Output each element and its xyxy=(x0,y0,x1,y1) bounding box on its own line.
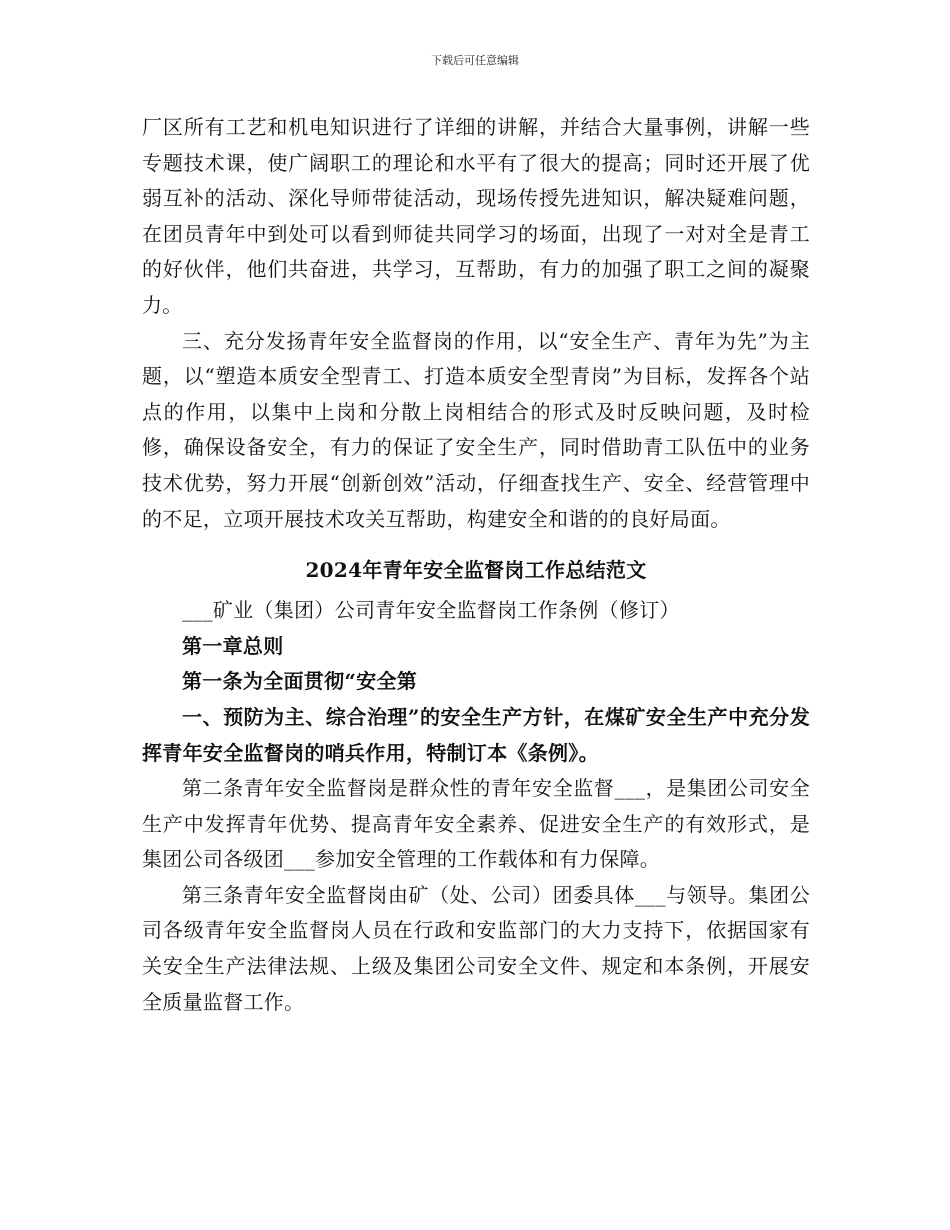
article-3: 第三条青年安全监督岗由矿（处、公司）团委具体___与领导。集团公司各级青年安全监督岗人员在行政和安监部门的大力支持下，依据国家有关安全生产法律法规、上级及集团公司安全文件、规定和本条例，开展安全质量监督工作。 xyxy=(142,882,810,1014)
article-2: 第二条青年安全监督岗是群众性的青年安全监督___，是集团公司安全生产中发挥青年优势、提高青年安全素养、促进安全生产的有效形式，是集团公司各级团___参加安全管理的工作载体和有力保障。 xyxy=(142,776,810,872)
section-title: 2024年青年安全监督岗工作总结范文 xyxy=(305,558,647,583)
document-subtitle: ___矿业（集团）公司青年安全监督岗工作条例（修订） xyxy=(182,598,680,623)
header-note: 下载后可任意编辑 xyxy=(431,54,519,67)
paragraph-continuation: 厂区所有工艺和机电知识进行了详细的讲解，并结合大量事例，讲解一些专题技术课，使广阔职工的理论和水平有了很大的提高；同时还开展了优弱互补的活动、深化导师带徒活动，现场传授先进知识，解决疑难问题，在团员青年中到处可以看到师徒共同学习的场面，出现了一对对全是青工的好伙伴，他们共奋进，共学习，互帮助，有力的加强了职工之间的凝聚力。 xyxy=(142,115,810,317)
paragraph-safety-supervision: 三、充分发扬青年安全监督岗的作用，以“安全生产、青年为先”为主题，以“塑造本质安全型青工、打造本质安全型青岗”为目标，发挥各个站点的作用，以集中上岗和分散上岗相结合的形式及时反映问题，及时检修，确保设备安全，有力的保证了安全生产，同时借助青工队伍中的业务技术优势，努力开展“创新创效”活动，仔细查找生产、安全、经营管理中的不足，立项开展技术攻关互帮助，构建安全和谐的的良好局面。 xyxy=(142,328,810,531)
chapter-heading: 第一章总则 xyxy=(182,633,284,658)
article-1-body: 一、预防为主、综合治理”的安全生产方针，在煤矿安全生产中充分发挥青年安全监督岗的哨兵作用，特制订本《条例》。 xyxy=(142,704,810,765)
document-body xyxy=(142,110,810,1020)
article-1-heading: 第一条为全面贯彻“安全第 xyxy=(182,669,418,694)
